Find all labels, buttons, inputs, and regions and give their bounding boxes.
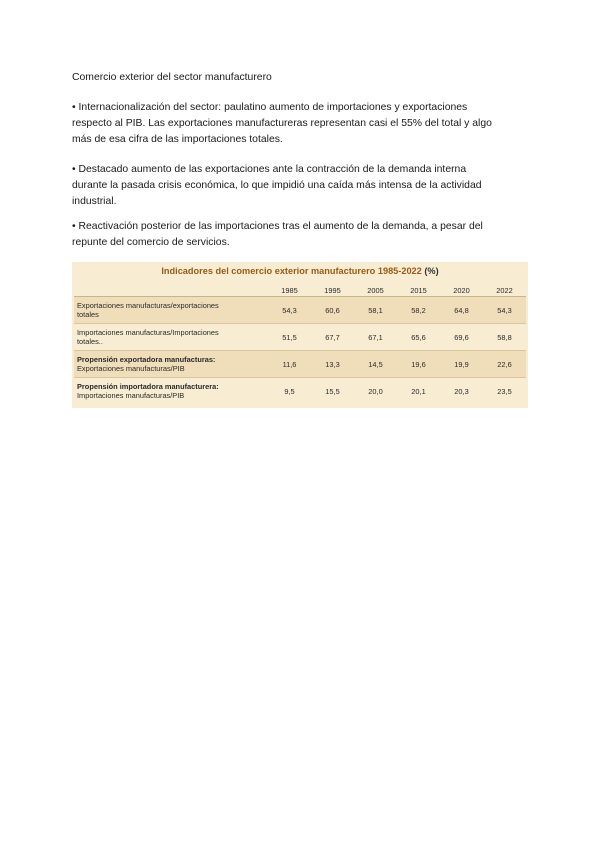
table-cell: 60,6 xyxy=(311,297,354,324)
header-year: 2020 xyxy=(440,284,483,297)
table-cell: 54,3 xyxy=(483,297,526,324)
table-cell: 69,6 xyxy=(440,324,483,351)
row-label-line1: Propensión importadora manufacturera: xyxy=(77,381,219,391)
table-row xyxy=(74,297,526,324)
table-cell: 23,5 xyxy=(497,386,512,396)
table-title-text: Indicadores del comercio exterior manufacturero 1985-2022 xyxy=(161,266,422,276)
table-cell: 67,1 xyxy=(354,324,397,351)
table-title-unit: (%) xyxy=(424,266,439,276)
table-cell: 11,6 xyxy=(268,351,311,378)
row-label xyxy=(74,297,268,324)
table-cell: 14,5 xyxy=(354,351,397,378)
row-label-line1: Exportaciones manufacturas/exportaciones xyxy=(77,300,219,310)
row-label-line1: Propensión exportadora manufacturas: xyxy=(77,354,216,364)
header-year: 2015 xyxy=(397,284,440,297)
table-cell: 9,5 xyxy=(284,386,295,396)
row-label-line1: Importaciones manufacturas/Importaciones xyxy=(77,327,219,337)
row-label-line2: Exportaciones manufacturas/PIB xyxy=(77,364,185,373)
table-cell: 58,8 xyxy=(483,324,526,351)
bullet-text-3: • Reactivación posterior de las importaciones tras el aumento de la demanda, a pesar del repunte del comercio de servicios. xyxy=(72,221,483,248)
table-cell: 65,6 xyxy=(397,324,440,351)
row-label-line2: Importaciones manufacturas/PIB xyxy=(77,391,185,400)
table-cell: 20,3 xyxy=(454,386,469,396)
heading-text: Comercio exterior del sector manufacturero xyxy=(72,72,272,83)
table-cell: 22,6 xyxy=(483,351,526,378)
row-label xyxy=(74,324,268,351)
bullet-text-1: • Internacionalización del sector: paulatino aumento de importaciones y exportaciones respecto al PIB. Las exportaciones manufactureras representan casi el 55% del total y algo más de esa cifra de las importaciones totales. xyxy=(72,102,492,145)
row-label-line2: totales xyxy=(77,310,99,319)
table-cell: 67,7 xyxy=(311,324,354,351)
table-cell: 64,8 xyxy=(440,297,483,324)
indicators-table xyxy=(74,284,526,404)
table-cell: 58,2 xyxy=(397,297,440,324)
table-cell: 51,5 xyxy=(268,324,311,351)
table-cell: 19,6 xyxy=(397,351,440,378)
bullet-paragraph-3 xyxy=(72,219,528,251)
document-heading xyxy=(72,70,528,86)
table-cell: 13,3 xyxy=(311,351,354,378)
indicators-table-panel xyxy=(72,262,528,408)
bullet-paragraph-1 xyxy=(72,100,528,148)
table-row xyxy=(74,324,526,351)
table-row xyxy=(74,378,526,405)
row-label xyxy=(74,351,268,378)
table-cell: 20,0 xyxy=(368,386,383,396)
table-title xyxy=(72,266,528,276)
bullet-paragraph-2 xyxy=(72,162,528,210)
table-cell: 19,9 xyxy=(440,351,483,378)
table-cell: 15,5 xyxy=(325,386,340,396)
table-cell: 20,1 xyxy=(411,386,426,396)
header-year: 1995 xyxy=(311,284,354,297)
header-year: 1985 xyxy=(268,284,311,297)
row-label-line2: totales.. xyxy=(77,337,103,346)
table-header-row xyxy=(74,284,526,297)
header-label-cell xyxy=(74,284,268,297)
header-year: 2005 xyxy=(354,284,397,297)
row-label xyxy=(74,378,268,405)
bullet-text-2: • Destacado aumento de las exportaciones ante la contracción de la demanda interna durante la pasada crisis económica, lo que impidió una caída más intensa de la actividad industrial. xyxy=(72,164,482,207)
table-cell: 58,1 xyxy=(354,297,397,324)
table-row xyxy=(74,351,526,378)
header-year: 2022 xyxy=(483,284,526,297)
table-cell: 54,3 xyxy=(268,297,311,324)
